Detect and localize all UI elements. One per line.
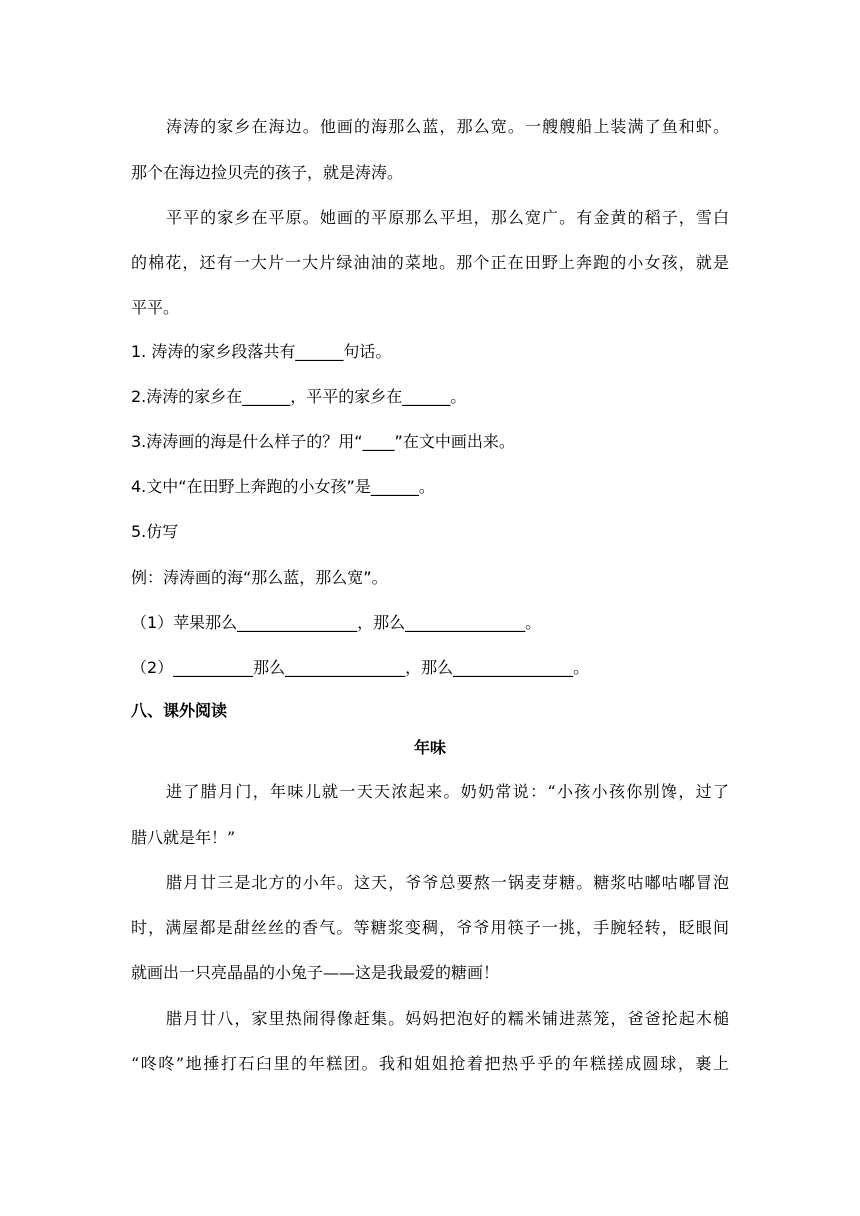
question-2: 2.涛涛的家乡在______，平平的家乡在______。 <box>131 387 467 406</box>
text-line: 腊月廿三是北方的小年。这天，爷爷总要熬一锅麦芽糖。糖浆咕嘟咕嘟冒泡 <box>166 873 729 892</box>
text-line: 时，满屋都是甜丝丝的香气。等糖浆变稠，爷爷用筷子一挑，手腕轻转，眨眼间 <box>131 918 729 937</box>
text-line: 的棉花，还有一大片一大片绿油油的菜地。那个正在田野上奔跑的小女孩，就是 <box>131 253 729 272</box>
text-line: 腊八就是年！” <box>131 828 236 847</box>
text-line: “咚咚”地捶打石臼里的年糕团。我和姐姐抢着把热乎乎的年糕搓成圆球，裹上 <box>131 1054 729 1073</box>
section-heading: 八、课外阅读 <box>131 701 228 720</box>
question-5-item-2: （2）__________那么_______________，那么_______________。 <box>131 658 590 677</box>
text-line: 涛涛的家乡在海边。他画的海那么蓝，那么宽。一艘艘船上装满了鱼和虾。 <box>166 117 729 136</box>
question-3: 3.涛涛画的海是什么样子的？用“____”在文中画出来。 <box>131 432 515 451</box>
text-line: 平平。 <box>131 298 180 317</box>
question-5-item-1: （1）苹果那么_______________，那么_______________。 <box>131 613 542 632</box>
text-line: 进了腊月门，年味儿就一天天浓起来。奶奶常说：“小孩小孩你别馋，过了 <box>166 782 729 801</box>
article-title: 年味 <box>413 738 446 757</box>
question-5-example: 例：涛涛画的海“那么蓝，那么宽”。 <box>131 568 388 587</box>
question-5: 5.仿写 <box>131 522 179 541</box>
question-1: 1. 涛涛的家乡段落共有______句话。 <box>131 342 392 361</box>
question-4: 4.文中“在田野上奔跑的小女孩”是______。 <box>131 477 435 496</box>
text-line: 平平的家乡在平原。她画的平原那么平坦，那么宽广。有金黄的稻子，雪白 <box>166 208 729 227</box>
text-line: 腊月廿八，家里热闹得像赶集。妈妈把泡好的糯米铺进蒸笼，爸爸抡起木槌 <box>166 1009 729 1028</box>
text-line: 就画出一只亮晶晶的小兔子——这是我最爱的糖画！ <box>131 963 500 982</box>
text-line: 那个在海边捡贝壳的孩子，就是涛涛。 <box>131 163 404 182</box>
